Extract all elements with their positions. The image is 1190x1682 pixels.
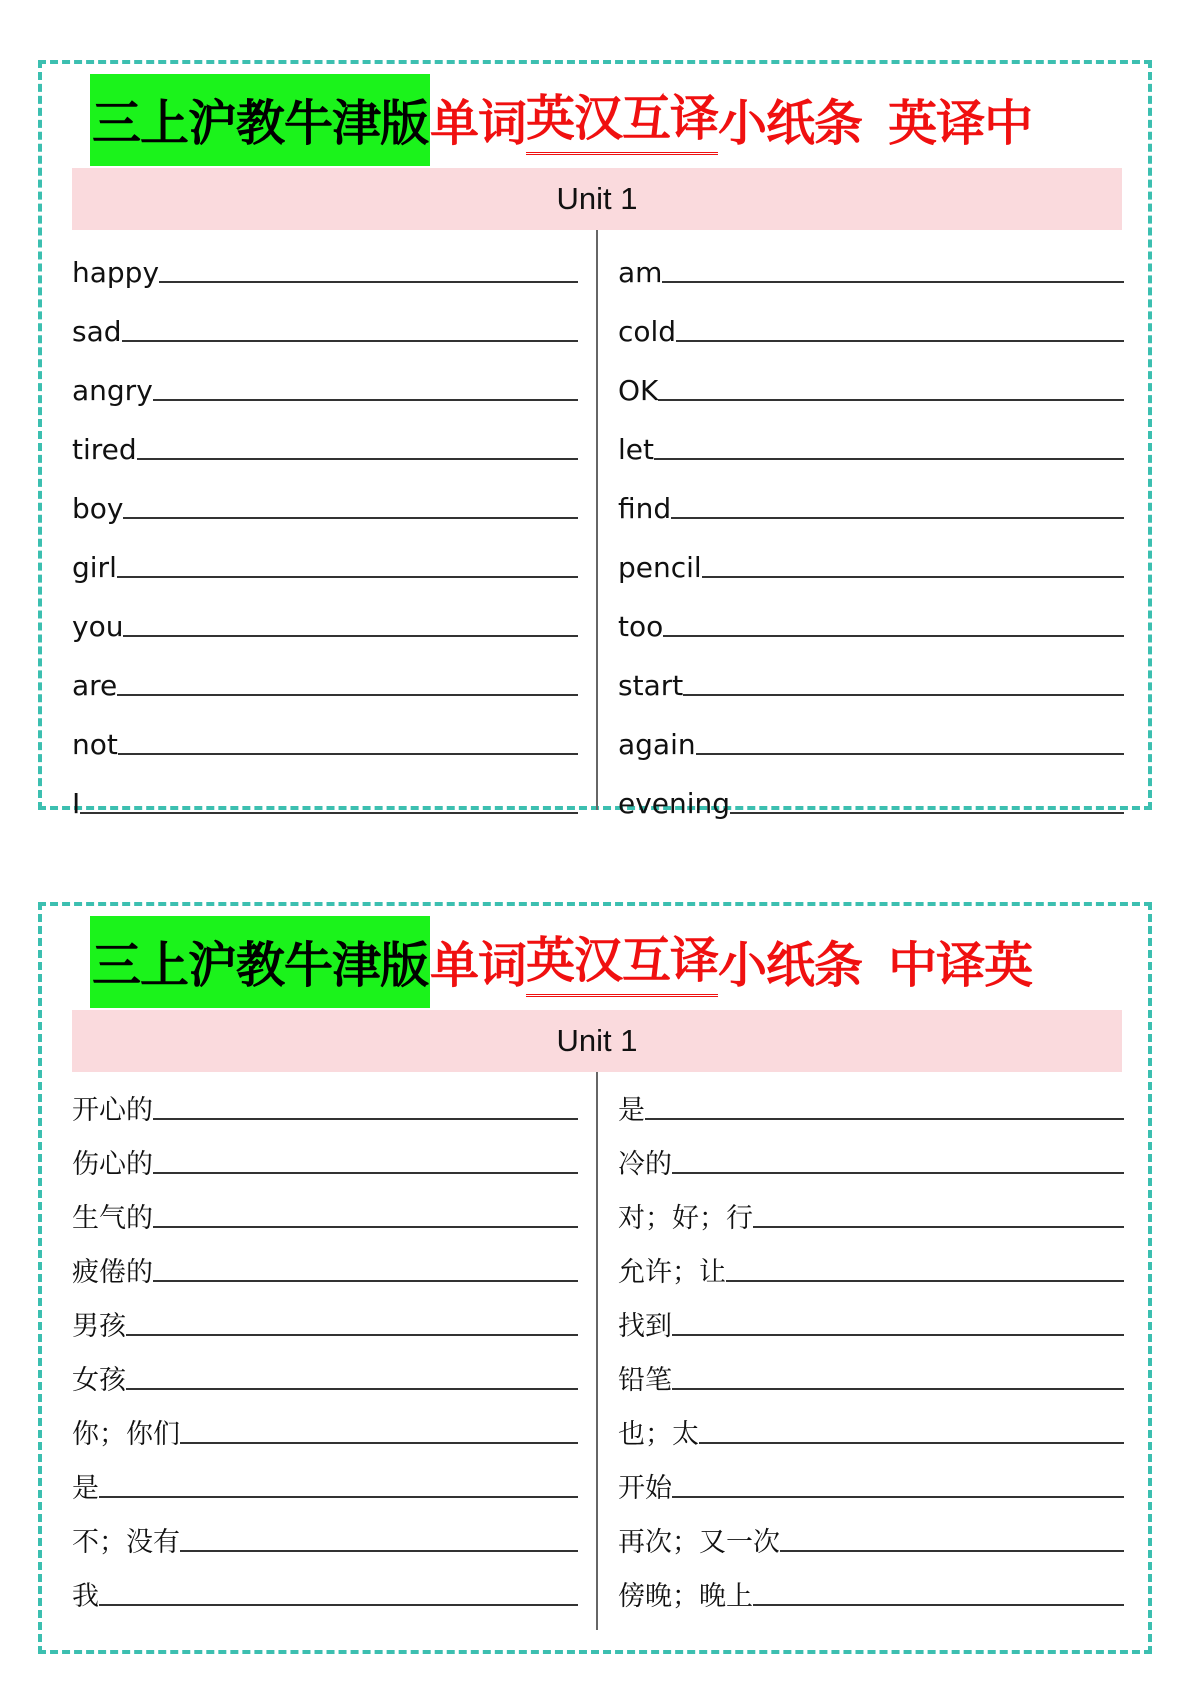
word-label: 允许；让 <box>618 1257 726 1288</box>
word-row <box>618 1342 1124 1396</box>
answer-blank-line[interactable] <box>159 279 578 283</box>
word-row <box>72 1072 578 1126</box>
word-row <box>618 643 1124 702</box>
word-label: 冷的 <box>618 1149 672 1180</box>
answer-blank-line[interactable] <box>702 574 1124 578</box>
word-row <box>618 702 1124 761</box>
answer-blank-line[interactable] <box>676 338 1124 342</box>
word-row <box>72 1558 578 1612</box>
word-label: 找到 <box>618 1311 672 1342</box>
title-publisher: 三上沪教牛津版 <box>90 74 430 166</box>
title-part-b: 小纸条 <box>718 937 863 994</box>
word-row <box>72 1396 578 1450</box>
answer-blank-line[interactable] <box>153 397 578 401</box>
word-label: let <box>618 433 654 466</box>
answer-blank-line[interactable] <box>123 515 578 519</box>
answer-blank-line[interactable] <box>153 1116 578 1120</box>
word-label: sad <box>72 315 122 348</box>
answer-blank-line[interactable] <box>672 1332 1124 1336</box>
word-label: 对；好；行 <box>618 1203 753 1234</box>
answer-blank-line[interactable] <box>126 1332 578 1336</box>
right-word-column <box>618 1072 1124 1612</box>
word-row <box>72 1180 578 1234</box>
word-row <box>72 584 578 643</box>
unit-heading: Unit 1 <box>72 1010 1122 1072</box>
word-row <box>618 761 1124 820</box>
title-underlined: 英汉互译 <box>526 928 718 997</box>
answer-blank-line[interactable] <box>726 1278 1124 1282</box>
word-label: I <box>72 787 81 820</box>
word-label: 是 <box>618 1095 645 1126</box>
word-label: 也；太 <box>618 1419 699 1450</box>
word-label: girl <box>72 551 117 584</box>
word-label: 伤心的 <box>72 1149 153 1180</box>
word-label: 再次；又一次 <box>618 1527 780 1558</box>
answer-blank-line[interactable] <box>672 1170 1124 1174</box>
answer-blank-line[interactable] <box>80 810 578 814</box>
word-row <box>72 761 578 820</box>
answer-blank-line[interactable] <box>180 1548 578 1552</box>
answer-blank-line[interactable] <box>99 1494 578 1498</box>
word-label: happy <box>72 256 160 289</box>
answer-blank-line[interactable] <box>672 1386 1124 1390</box>
answer-blank-line[interactable] <box>645 1116 1124 1120</box>
answer-blank-line[interactable] <box>662 279 1124 283</box>
word-row <box>72 1450 578 1504</box>
word-label: boy <box>72 492 124 525</box>
word-row <box>618 525 1124 584</box>
word-row <box>72 702 578 761</box>
answer-blank-line[interactable] <box>699 1440 1124 1444</box>
answer-blank-line[interactable] <box>126 1386 578 1390</box>
word-label: 开始 <box>618 1473 672 1504</box>
word-row <box>72 1504 578 1558</box>
answer-blank-line[interactable] <box>663 633 1124 637</box>
answer-blank-line[interactable] <box>117 574 578 578</box>
word-row <box>618 1288 1124 1342</box>
word-row <box>618 1234 1124 1288</box>
answer-blank-line[interactable] <box>683 692 1124 696</box>
word-label: 不；没有 <box>72 1527 180 1558</box>
answer-blank-line[interactable] <box>122 338 578 342</box>
word-row <box>72 230 578 289</box>
word-label: cold <box>618 315 677 348</box>
word-row <box>72 348 578 407</box>
answer-blank-line[interactable] <box>118 751 578 755</box>
word-row <box>618 466 1124 525</box>
word-row <box>618 1072 1124 1126</box>
word-label: start <box>618 669 684 702</box>
word-row <box>72 1342 578 1396</box>
word-label: find <box>618 492 672 525</box>
word-label: 开心的 <box>72 1095 153 1126</box>
word-row <box>618 1450 1124 1504</box>
word-row <box>618 348 1124 407</box>
title-part-a: 单词 <box>430 95 527 152</box>
word-row <box>618 1180 1124 1234</box>
answer-blank-line[interactable] <box>153 1224 578 1228</box>
word-row <box>618 1504 1124 1558</box>
word-row <box>618 1558 1124 1612</box>
answer-blank-line[interactable] <box>117 692 578 696</box>
answer-blank-line[interactable] <box>123 633 578 637</box>
column-divider <box>596 230 598 810</box>
answer-blank-line[interactable] <box>780 1548 1124 1552</box>
title-underlined: 英汉互译 <box>526 86 718 155</box>
right-word-column <box>618 230 1124 820</box>
word-label: 是 <box>72 1473 99 1504</box>
answer-blank-line[interactable] <box>137 456 578 460</box>
answer-blank-line[interactable] <box>153 1278 578 1282</box>
answer-blank-line[interactable] <box>696 751 1124 755</box>
word-row <box>72 1288 578 1342</box>
word-label: you <box>72 610 124 643</box>
word-label: angry <box>72 374 153 407</box>
word-label: are <box>72 669 118 702</box>
title-mode: 英译中 <box>888 95 1033 152</box>
answer-blank-line[interactable] <box>671 515 1124 519</box>
word-row <box>72 1126 578 1180</box>
word-label: 傍晚；晚上 <box>618 1581 753 1612</box>
word-row <box>72 643 578 702</box>
worksheet-card-en-to-zh <box>38 60 1152 820</box>
answer-blank-line[interactable] <box>654 456 1124 460</box>
answer-blank-line[interactable] <box>99 1602 578 1606</box>
left-word-column <box>72 1072 578 1612</box>
title-part-b: 小纸条 <box>718 95 863 152</box>
answer-blank-line[interactable] <box>730 810 1124 814</box>
column-divider <box>596 1072 598 1630</box>
word-row <box>618 1126 1124 1180</box>
word-label: evening <box>618 787 731 820</box>
word-label: 疲倦的 <box>72 1257 153 1288</box>
unit-heading: Unit 1 <box>72 168 1122 230</box>
word-row <box>72 1234 578 1288</box>
word-row <box>618 1396 1124 1450</box>
card-title <box>90 914 1032 1010</box>
title-part-a: 单词 <box>430 937 527 994</box>
word-row <box>618 289 1124 348</box>
word-row <box>72 407 578 466</box>
word-label: tired <box>72 433 137 466</box>
answer-blank-line[interactable] <box>753 1602 1124 1606</box>
word-label: am <box>618 256 663 289</box>
word-row <box>618 584 1124 643</box>
word-label: 你；你们 <box>72 1419 180 1450</box>
word-row <box>72 525 578 584</box>
word-label: OK <box>618 374 659 407</box>
word-row <box>618 407 1124 466</box>
left-word-column <box>72 230 578 820</box>
word-label: 我 <box>72 1581 99 1612</box>
answer-blank-line[interactable] <box>658 397 1124 401</box>
word-label: 女孩 <box>72 1365 126 1396</box>
word-label: not <box>72 728 118 761</box>
title-mode: 中译英 <box>888 937 1033 994</box>
word-label: 生气的 <box>72 1203 153 1234</box>
card-title <box>90 72 1032 168</box>
word-label: pencil <box>618 551 702 584</box>
worksheet-card-zh-to-en <box>38 902 1152 1654</box>
answer-blank-line[interactable] <box>180 1440 578 1444</box>
answer-blank-line[interactable] <box>753 1224 1124 1228</box>
word-row <box>618 230 1124 289</box>
answer-blank-line[interactable] <box>153 1170 578 1174</box>
word-label: again <box>618 728 696 761</box>
title-publisher: 三上沪教牛津版 <box>90 916 430 1008</box>
word-label: 男孩 <box>72 1311 126 1342</box>
word-label: too <box>618 610 664 643</box>
word-label: 铅笔 <box>618 1365 672 1396</box>
word-row <box>72 466 578 525</box>
word-row <box>72 289 578 348</box>
answer-blank-line[interactable] <box>672 1494 1124 1498</box>
